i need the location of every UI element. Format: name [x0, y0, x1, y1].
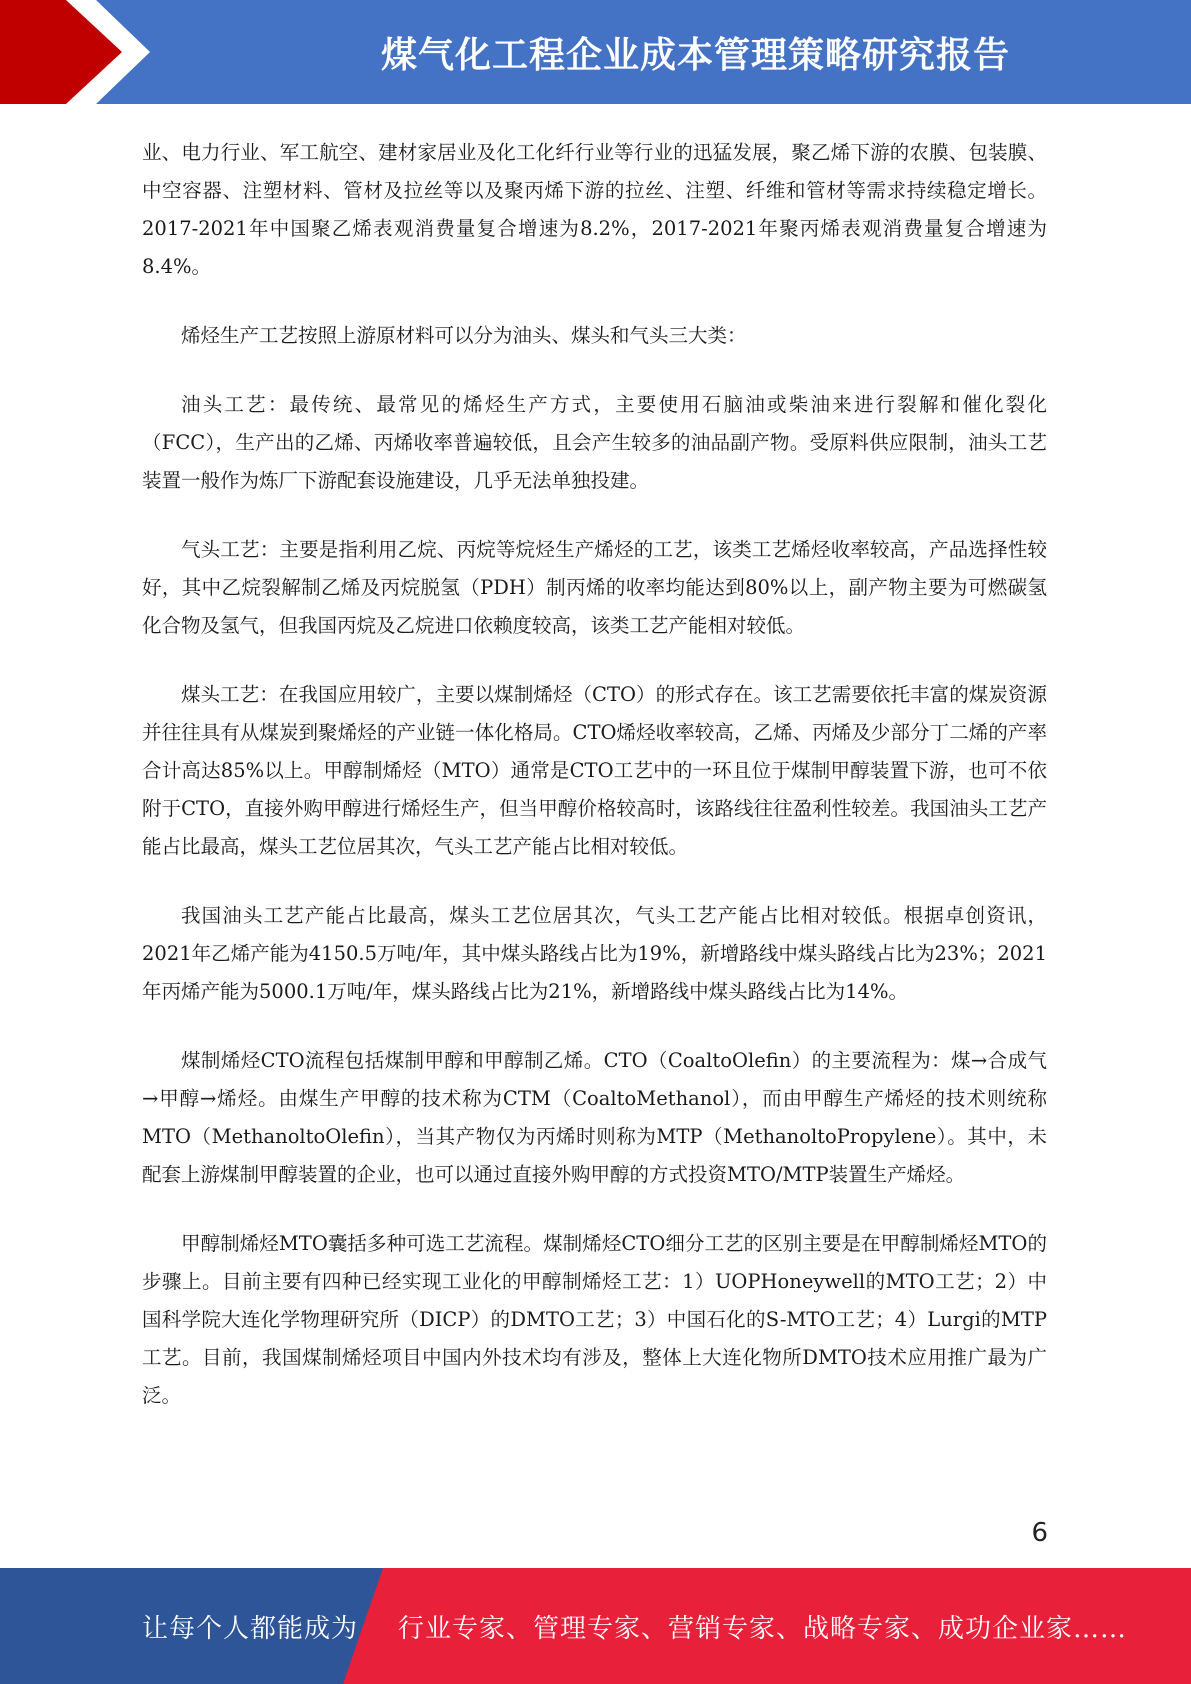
paragraph-6: 我国油头工艺产能占比最高，煤头工艺位居其次，气头工艺产能占比相对较低。根据卓创资讯，2021年乙烯产能为4150.5万吨/年，其中煤头路线占比为19%，新增路线中煤头路线占比为23%；2021年丙烯产能为5000.1万吨/年，煤头路线占比为21%，新增路线中煤头路线占比为14%。	[142, 904, 1047, 1003]
paragraph-8: 甲醇制烯烃MTO囊括多种可选工艺流程。煤制烯烃CTO细分工艺的区别主要是在甲醇制烯烃MTO的步骤上。目前主要有四种已经实现工业化的甲醇制烯烃工艺：1）UOPHoneywell的MTO工艺；2）中国科学院大连化学物理研究所（DICP）的DMTO工艺；3）中国石化的S-MTO工艺；4）Lurgi的MTP工艺。目前，我国煤制烯烃项目中国内外技术均有涉及，整体上大连化物所DMTO技术应用推广最为广泛。	[142, 1232, 1047, 1407]
paragraph-1: 业、电力行业、军工航空、建材家居业及化工化纤行业等行业的迅猛发展，聚乙烯下游的农膜、包装膜、中空容器、注塑材料、管材及拉丝等以及聚丙烯下游的拉丝、注塑、纤维和管材等需求持续稳定增长。2017-2021年中国聚乙烯表观消费量复合增速为8.2%，2017-2021年聚丙烯表观消费量复合增速为8.4%。	[142, 141, 1047, 278]
page-number: 6	[1031, 1518, 1048, 1548]
footer-slogan-right: 行业专家、管理专家、营销专家、战略专家、成功企业家……	[398, 1613, 1128, 1644]
paragraph-7: 煤制烯烃CTO流程包括煤制甲醇和甲醇制乙烯。CTO（CoaltoOlefin）的主要流程为：煤→合成气→甲醇→烯烃。由煤生产甲醇的技术称为CTM（CoaltoMethanol），而由甲醇生产烯烃的技术则统称MTO（MethanoltoOlefin），当其产物仅为丙烯时则称为MTP（MethanoltoPropylene）。其中，未配套上游煤制甲醇装置的企业，也可以通过直接外购甲醇的方式投资MTO/MTP装置生产烯烃。	[142, 1049, 1047, 1186]
paragraph-4: 气头工艺：主要是指利用乙烷、丙烷等烷烃生产烯烃的工艺，该类工艺烯烃收率较高，产品选择性较好，其中乙烷裂解制乙烯及丙烷脱氢（PDH）制丙烯的收率均能达到80%以上，副产物主要为可燃碳氢化合物及氢气，但我国丙烷及乙烷进口依赖度较高，该类工艺产能相对较低。	[142, 538, 1047, 637]
footer-slogan-left: 让每个人都能成为	[142, 1613, 359, 1644]
footer-banner	[0, 1568, 1191, 1684]
paragraph-3: 油头工艺：最传统、最常见的烯烃生产方式，主要使用石脑油或柴油来进行裂解和催化裂化（FCC），生产出的乙烯、丙烯收率普遍较低，且会产生较多的油品副产物。受原料供应限制，油头工艺装置一般作为炼厂下游配套设施建设，几乎无法单独投建。	[142, 393, 1047, 492]
header-banner	[0, 0, 1191, 110]
paragraph-2: 烯烃生产工艺按照上游原材料可以分为油头、煤头和气头三大类：	[181, 324, 747, 347]
paragraph-5: 煤头工艺：在我国应用较广，主要以煤制烯烃（CTO）的形式存在。该工艺需要依托丰富的煤炭资源并往往具有从煤炭到聚烯烃的产业链一体化格局。CTO烯烃收率较高，乙烯、丙烯及少部分丁二烯的产率合计高达85%以上。甲醇制烯烃（MTO）通常是CTO工艺中的一环且位于煤制甲醇装置下游，也可不依附于CTO，直接外购甲醇进行烯烃生产，但当甲醇价格较高时，该路线往往盈利性较差。我国油头工艺产能占比最高，煤头工艺位居其次，气头工艺产能占比相对较低。	[142, 683, 1047, 858]
body-content	[142, 134, 1047, 1446]
report-title: 煤气化工程企业成本管理策略研究报告	[380, 34, 1010, 76]
